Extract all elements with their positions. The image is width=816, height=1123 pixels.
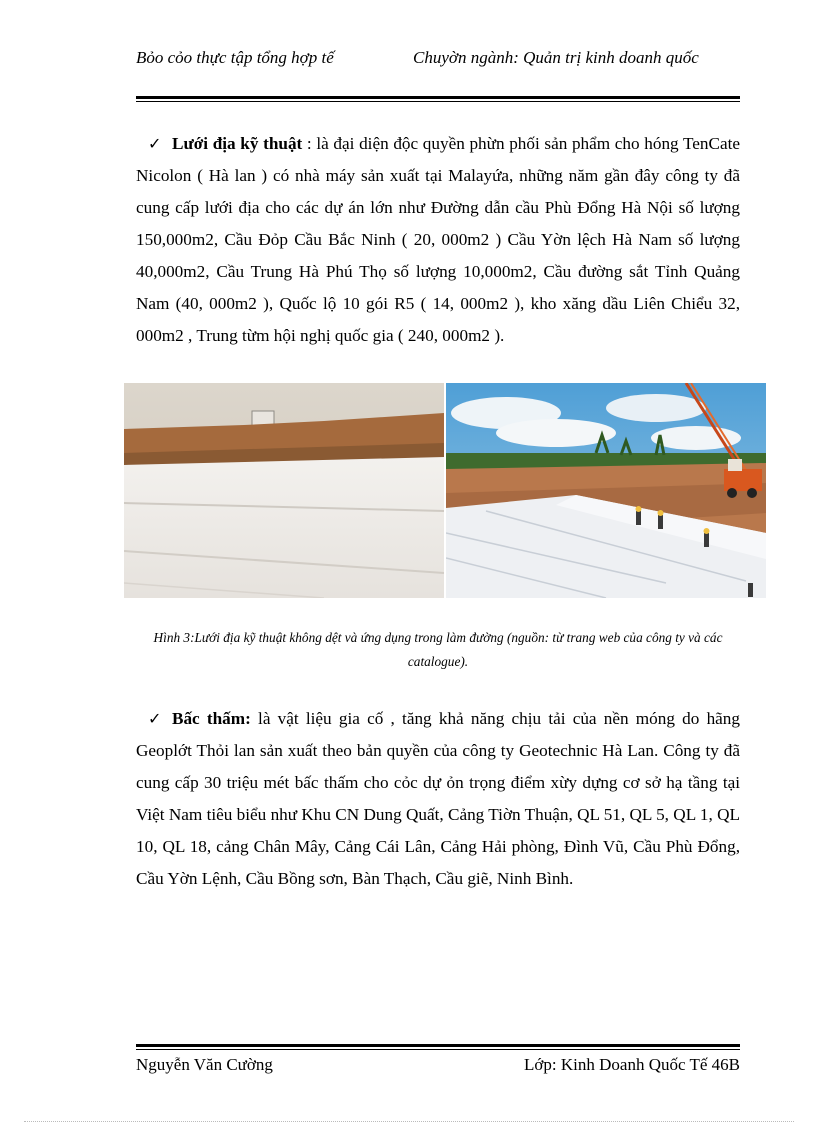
term-wick-drain: Bấc thấm: [172, 709, 251, 728]
footer-author: Nguyễn Văn Cường [136, 1055, 273, 1074]
paragraph-geotextile: : là đại diện độc quyền phừn phối sản phẩm cho hóng TenCate Nicolon ( Hà lan ) có nhà máy sản xuất tại Malayứa, những năm gần đây công ty đã cung cấp lưới địa cho các dự án lớn như Đường dẫn cầu Phù Đổng Hà Nội số lượng 150,000m2, Cầu Đỏp Cầu Bắc Ninh ( 20, 000m2 ) Cầu Yờn lệch Hà Nam số lượng 40,000m2, Cầu Trung Hà Phú Thọ số lượng 10,000m2, Cầu đường sắt Tỉnh Quảng Nam (40, 000m2 ), Quốc lộ 10 gói R5 ( 14, 000m2 ), kho xăng dầu Liên Chiểu 32, 000m2 , Trung từm hội nghị quốc gia ( 240, 000m2 ). [136, 134, 741, 345]
checkmark-icon: ✓ [148, 134, 162, 153]
term-geotextile: Lưới địa kỹ thuật [172, 134, 303, 153]
header-left-text: Bỏo cỏo thực tập tổng hợp tế [136, 48, 334, 67]
header-rule-thick [136, 96, 740, 99]
paragraph-wick-drain: là vật liệu gia cố , tăng khả năng chịu tải của nền móng do hãng Geoplớt Thỏi lan sản xuất theo bản quyền của công ty Geotechnic Hà Lan. Công ty đã cung cấp 30 triệu mét bấc thấm cho cỏc dự ỏn trọng điểm xừy dựng cơ sở hạ tầng tại Việt Nam tiêu biểu như Khu CN Dung Quất, Cảng Tiờn Thuận, QL 51, QL 5, QL 1, QL 10, QL 18, cảng Chân Mây, Cảng Cái Lân, Cảng Hải phòng, Đình Vũ, Cầu Phù Đổng, Cầu Yờn Lệnh, Cầu Bồng sơn, Bàn Thạch, Cầu giẽ, Ninh Bình. [136, 709, 740, 888]
photo-geotextile-field [124, 383, 444, 598]
footer-class: Lớp: Kinh Doanh Quốc Tế 46B [524, 1055, 740, 1074]
checkmark-icon: ✓ [148, 709, 162, 728]
photo-construction-site [446, 383, 766, 598]
footer-rule-thick [136, 1044, 740, 1047]
footer-rule-thin [136, 1049, 740, 1050]
section-wick-drain [136, 703, 740, 895]
page-bottom-border [24, 1121, 794, 1122]
header-right-text: Chuyờn ngành: Quản trị kinh doanh quốc [413, 48, 699, 67]
header-rule-thin [136, 101, 740, 102]
figure-caption: Hình 3:Lưới địa kỹ thuật không dệt và ứng dụng trong làm đường (nguồn: từ trang web của công ty và các catalogue). [153, 630, 723, 669]
section-geotextile [136, 128, 740, 352]
